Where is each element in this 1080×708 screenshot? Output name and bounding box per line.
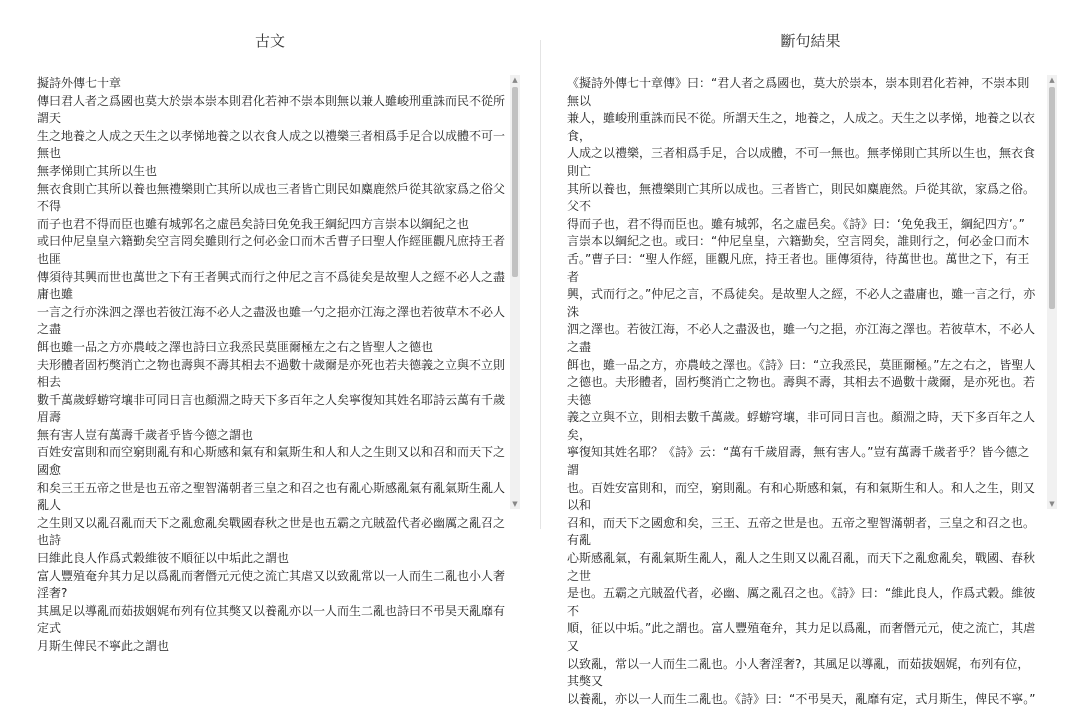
text-line: 餌也，雖一品之方，亦農岐之澤也。《詩》曰：“立我烝民，莫匪爾極。”左之右之，皆聖人 [567,357,1036,372]
text-line: 傳曰君人者之爲國也莫大於崇本崇本則君化若神不崇本則無以兼人雖峻刑重誅而民不從所謂天 [37,93,506,126]
left-scrollbar[interactable] [510,75,520,509]
pane-divider [540,40,541,529]
right-scrollbar[interactable] [1047,75,1057,509]
scroll-up-arrow-icon[interactable]: ▲ [1049,76,1055,84]
text-line: 兼人，雖峻刑重誅而民不從。所謂天生之，地養之，人成之。天生之以孝悌，地養之以衣食， [567,111,1036,143]
text-line: 而子也君不得而臣也雖有城郭名之虛邑矣詩曰免免我王綱紀四方言崇本以綱紀之也 [37,216,470,231]
text-line: 言崇本以綱紀之也。或曰：“仲尼皇皇，六籍勤矣，空言罔矣，誰則行之，何必金口而木 [567,234,1030,249]
classical-text-pane[interactable] [37,75,507,653]
text-line: 數千萬歲蜉蝣穹壤非可同日言也顏淵之時天下多百年之人矣寧復知其姓名耶詩云萬有千歲眉壽 [37,392,506,425]
left-pane-title: 古文 [254,32,285,50]
text-line: 之生則又以亂召亂而天下之亂愈亂矣戰國春秋之世是也五霸之亢賊盈代者必幽厲之亂召之也詩 [37,515,506,548]
text-line: 富人豐殖奄弁其力足以爲亂而奢僭元元使之流亡其虐又以致亂常以一人而生二亂也小人奢淫奢? [37,568,506,601]
text-line: 月斯生俾民不寧此之謂也 [37,639,170,653]
text-line: 一言之行亦洙泗之澤也若彼江海不必人之盡汲也雖一勺之挹亦江海之澤也若彼草木不必人之盡 [37,304,506,337]
text-line: 餌也雖一品之方亦農岐之澤也詩曰立我烝民莫匪爾極左之右之皆聖人之德也 [37,339,434,354]
text-line: 舌。”曹子曰：“聖人作經，匪觀凡庶，持王者也。匪傳須待，待萬世也。萬世之下，有王者 [567,251,1030,284]
scroll-down-arrow-icon[interactable]: ▼ [512,500,518,508]
text-line: 召和，而天下之國愈和矣，三王、五帝之世是也。五帝之聖智滿朝者，三皇之和召之也。有亂 [567,515,1036,548]
text-line: 曰維此良人作爲式穀維彼不順征以中垢此之謂也 [37,551,290,566]
text-line: 其所以養也，無禮樂則亡其所以成也。三者皆亡，則民如麋鹿然。戶從其欲，家爲之俗。父不 [567,181,1036,214]
text-line: 得而子也，君不得而臣也。雖有城郭，名之虛邑矣。《詩》曰：‘免免我王，綱紀四方’。” [567,216,1025,231]
text-line: 其風足以導亂而茹拔姻娓布列有位其獘又以養亂亦以一人而生二亂也詩曰不弔昊天亂靡有定式 [37,603,506,636]
left-scrollbar-thumb[interactable] [512,87,518,277]
text-line: 夫形體者固朽獘消亡之物也壽與不壽其相去不過數十歲爾是亦死也若夫德義之立與不立則相去 [37,357,506,390]
text-line: 以致亂，常以一人而生二亂也。小人奢淫奢?，其風足以導亂，而茹拔姻娓，布列有位，其獘又 [567,656,1030,689]
text-line: 心斯感亂氣，有亂氣斯生亂人，亂人之生則又以亂召亂，而天下之亂愈亂矣，戰國、春秋之世 [567,551,1036,583]
text-line: 傳須待其興而世也萬世之下有王者興式而行之仲尼之言不爲徒矣是故聖人之經不必人之盡庸也雖 [37,269,506,302]
scroll-up-arrow-icon[interactable]: ▲ [512,76,518,84]
text-line: 和矣三王五帝之世是也五帝之聖智滿朝者三皇之和召之也有亂心斯感亂氣有亂氣斯生亂人亂人 [37,480,506,513]
scroll-down-arrow-icon[interactable]: ▼ [1049,500,1055,508]
right-pane-title: 斷句結果 [780,32,841,50]
punctuated-text [567,75,1041,708]
text-line: 寧復知其姓名耶？《詩》云：“萬有千歲眉壽，無有害人。”豈有萬壽千歲者乎？皆今德之謂 [567,445,1030,478]
right-scrollbar-thumb[interactable] [1049,87,1055,309]
text-line: 以養亂，亦以一人而生二亂也。《詩》曰：“不弔昊天，亂靡有定，式月斯生，俾民不寧。” [567,691,1036,706]
text-line: 興，式而行之。”仲尼之言，不爲徒矣。是故聖人之經，不必人之盡庸也，雖一言之行，亦洙 [567,287,1036,319]
text-line: 人成之以禮樂，三者相爲手足，合以成體，不可一無也。無孝悌則亡其所以生也，無衣食則亡 [567,146,1036,178]
text-line: 《擬詩外傳七十章傳》曰：“君人者之爲國也，莫大於崇本，崇本則君化若神，不崇本則無以 [567,76,1030,108]
text-line: 無衣食則亡其所以養也無禮樂則亡其所以成也三者皆亡則民如麋鹿然戶從其欲家爲之俗父不得 [37,181,506,214]
text-line: 順，征以中垢。”此之謂也。富人豐殖奄弁，其力足以爲亂，而奢僭元元，使之流亡，其虐又 [567,621,1036,653]
text-line: 是也。五霸之亢賊盈代者，必幽、厲之亂召之也。《詩》曰：“維此良人，作爲式穀。維彼不 [567,586,1036,618]
punctuated-result-pane[interactable] [567,75,1041,706]
text-line: 也。百姓安富則和，而空，窮則亂。有和心斯感和氣，有和氣斯生和人。和人之生，則又以和 [567,480,1036,513]
text-line: 無有害人豈有萬壽千歲者乎皆今德之謂也 [37,427,254,442]
text-line: 生之地養之人成之天生之以孝悌地養之以衣食人成之以禮樂三者相爲手足合以成體不可一無也 [37,128,506,161]
classical-text [37,75,507,656]
text-line: 之德也。夫形體者，固朽獘消亡之物也。壽與不壽，其相去不過數十歲爾，是亦死也。若夫德 [567,375,1036,407]
text-line: 泗之澤也。若彼江海，不必人之盡汲也，雖一勺之挹，亦江海之澤也。若彼草木，不必人之盡 [567,322,1036,354]
text-line: 或曰仲尼皇皇六籍勤矣空言罔矣雖則行之何必金口而木舌曹子曰聖人作經匪觀凡庶持王者也匪 [37,234,506,266]
text-line: 無孝悌則亡其所以生也 [37,163,158,178]
text-line: 百姓安富則和而空窮則亂有和心斯感和氣有和氣斯生和人和人之生則又以和召和而天下之國愈 [37,445,506,478]
text-line: 擬詩外傳七十章 [37,76,122,90]
text-line: 義之立與不立，則相去數千萬歲。蜉蝣穹壤，非可同日言也。顏淵之時，天下多百年之人矣， [567,410,1036,442]
